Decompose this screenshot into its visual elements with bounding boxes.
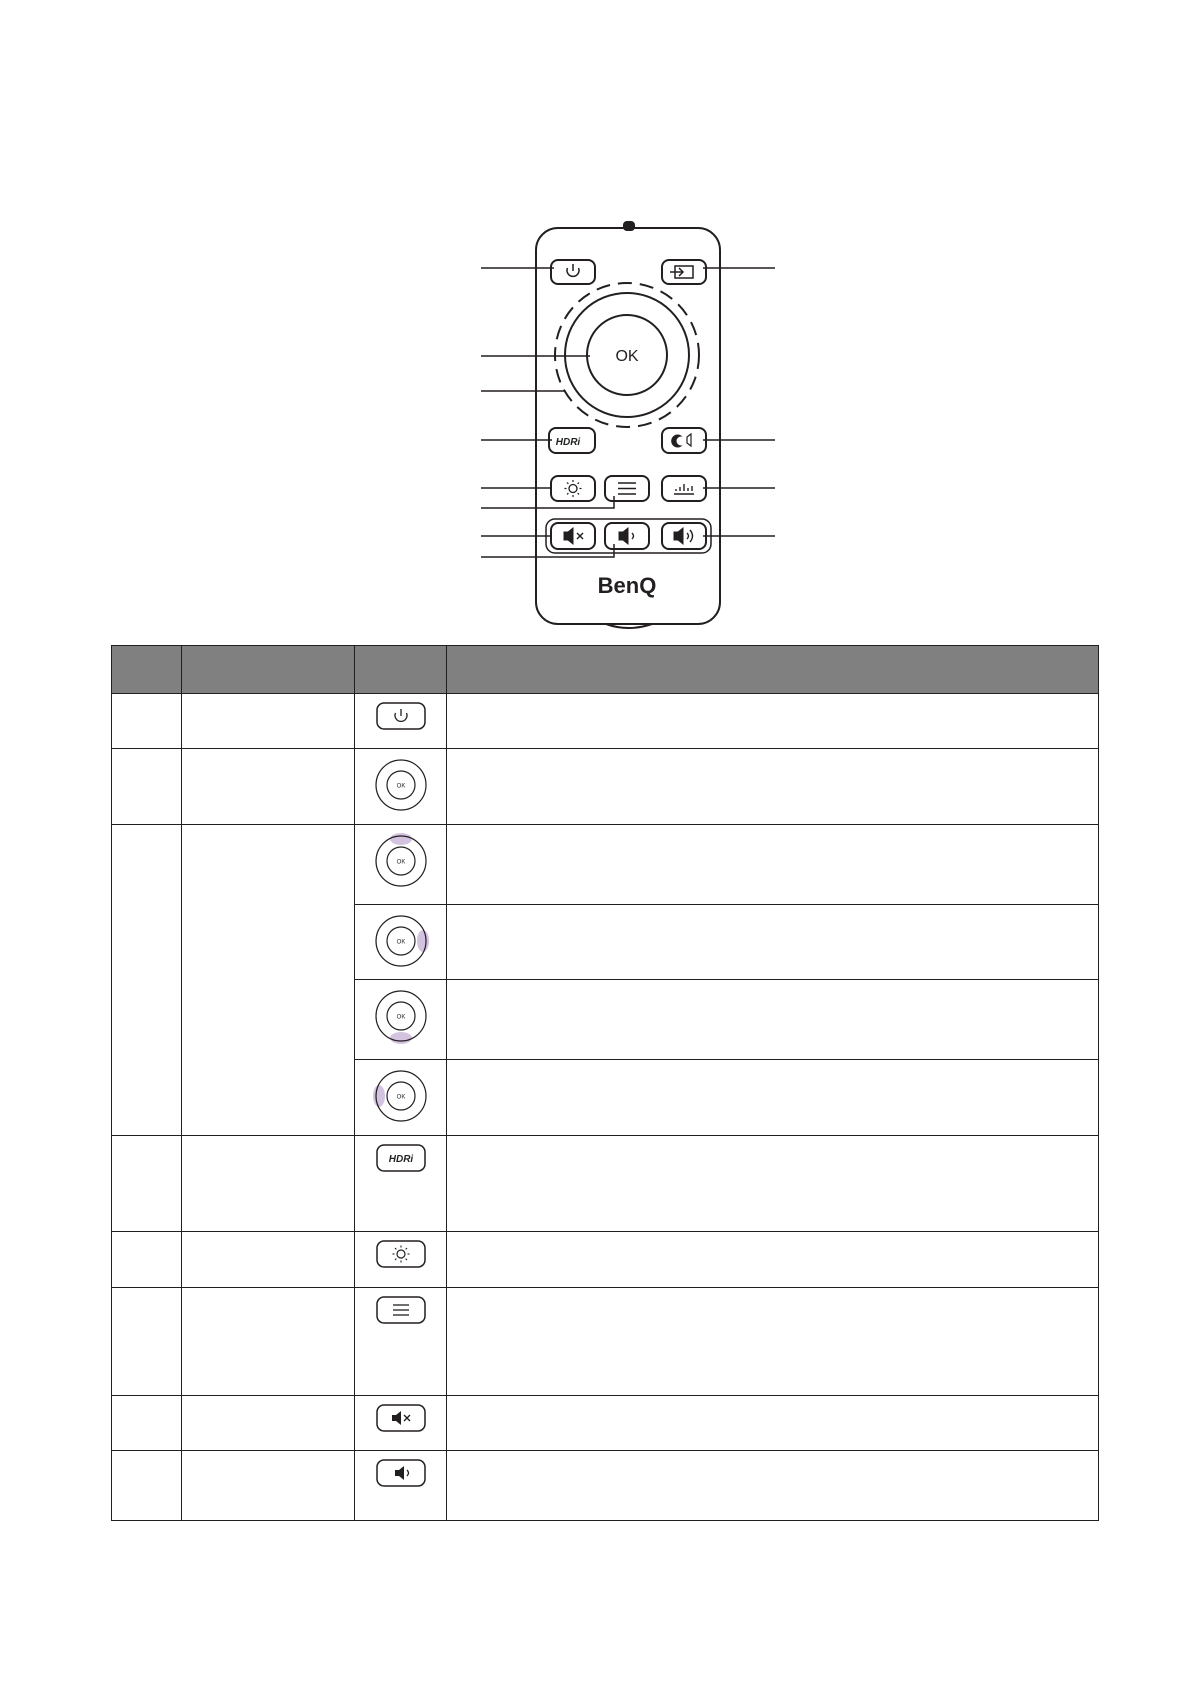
row-name [182, 1451, 355, 1521]
volume-down-icon [376, 1459, 426, 1487]
remote-control-diagram [0, 0, 1190, 640]
row-number [112, 1396, 182, 1451]
row-number [112, 694, 182, 749]
table-row [112, 1136, 1099, 1232]
input-button[interactable] [662, 260, 706, 284]
row-number [112, 825, 182, 1136]
menu-button[interactable] [605, 476, 649, 501]
row-number [112, 1232, 182, 1288]
volume-up-button[interactable] [662, 523, 706, 549]
row-icon-cell [355, 1288, 447, 1396]
row-description [447, 1396, 1099, 1451]
row-description [447, 1288, 1099, 1396]
row-icon-cell [355, 1060, 447, 1136]
row-icon-cell [355, 825, 447, 905]
dial-up-icon [373, 833, 429, 889]
ok-dial-icon [373, 757, 429, 813]
row-description [447, 1232, 1099, 1288]
row-description [447, 694, 1099, 749]
table-row [112, 1396, 1099, 1451]
mini-ok-label: OK [396, 1094, 405, 1101]
table-row [112, 825, 1099, 905]
row-description [447, 905, 1099, 980]
row-icon-cell [355, 694, 447, 749]
row-number [112, 1451, 182, 1521]
dial-right-icon [373, 913, 429, 969]
remote-top-tab [624, 222, 634, 230]
row-icon-cell [355, 749, 447, 825]
row-icon-cell [355, 1232, 447, 1288]
header-no [112, 646, 182, 694]
row-description [447, 825, 1099, 905]
hdri-icon [376, 1144, 426, 1172]
row-name [182, 749, 355, 825]
mini-ok-label: OK [396, 783, 405, 790]
light-tuner-button[interactable] [662, 428, 706, 453]
power-button[interactable] [551, 260, 595, 284]
row-number [112, 1136, 182, 1232]
table-header-row [112, 646, 1099, 694]
ok-label: OK [615, 348, 639, 365]
power-icon [376, 702, 426, 730]
dial-left-icon [373, 1068, 429, 1124]
header-icon [355, 646, 447, 694]
brightness-button[interactable] [551, 476, 595, 501]
row-name [182, 1232, 355, 1288]
mute-icon [376, 1404, 426, 1432]
header-description [447, 646, 1099, 694]
hdri-icon-label: HDRi [388, 1154, 413, 1165]
row-description [447, 1451, 1099, 1521]
row-name [182, 694, 355, 749]
mini-ok-label: OK [396, 939, 405, 946]
volume-down-button[interactable] [605, 523, 649, 549]
table-row [112, 1451, 1099, 1521]
row-icon-cell [355, 905, 447, 980]
row-icon-cell [355, 1136, 447, 1232]
mini-ok-label: OK [396, 859, 405, 866]
row-description [447, 980, 1099, 1060]
table-row [112, 749, 1099, 825]
row-number [112, 1288, 182, 1396]
header-name [182, 646, 355, 694]
row-description [447, 1136, 1099, 1232]
row-name [182, 1136, 355, 1232]
row-number [112, 749, 182, 825]
row-icon-cell [355, 980, 447, 1060]
row-description [447, 1060, 1099, 1136]
brightness-icon [376, 1240, 426, 1268]
table-row [112, 694, 1099, 749]
row-icon-cell [355, 1451, 447, 1521]
dial-down-icon [373, 988, 429, 1044]
row-name [182, 1288, 355, 1396]
row-name [182, 1396, 355, 1451]
table-row [112, 1232, 1099, 1288]
row-description [447, 749, 1099, 825]
mute-button[interactable] [551, 523, 595, 549]
mini-ok-label: OK [396, 1014, 405, 1021]
remote-buttons-table [111, 645, 1099, 1521]
row-icon-cell [355, 1396, 447, 1451]
menu-icon [376, 1296, 426, 1324]
hdri-button-label: HDRi [555, 437, 581, 448]
brand-logo: BenQ [597, 573, 657, 598]
equalizer-button[interactable] [662, 476, 706, 501]
table-row [112, 1288, 1099, 1396]
row-name [182, 825, 355, 1136]
